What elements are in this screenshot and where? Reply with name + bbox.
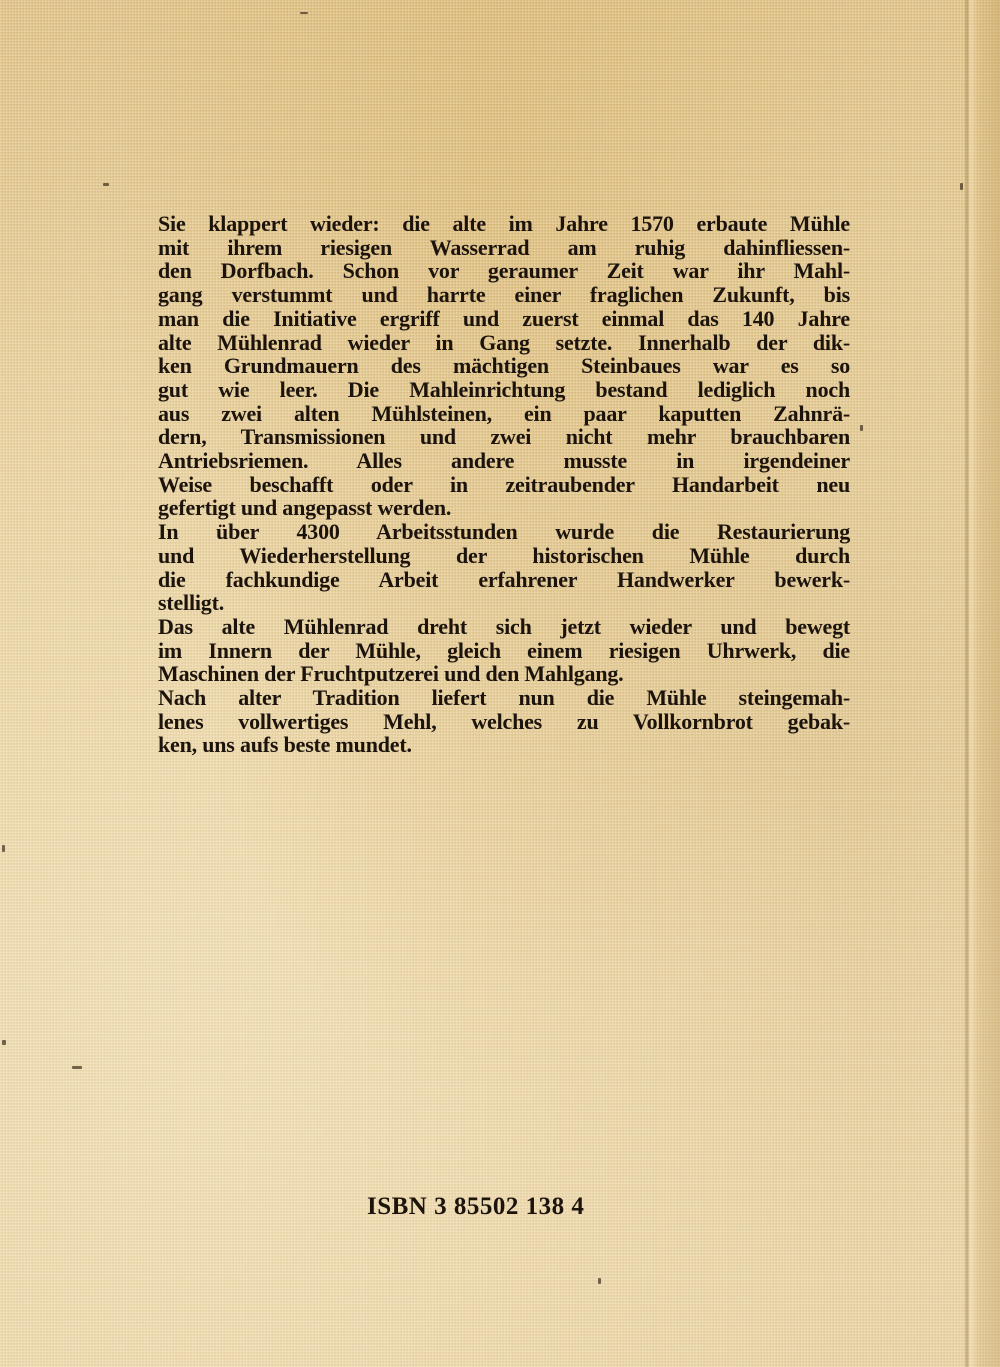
blurb-line: alte Mühlenrad wieder in Gang setzte. Innerhalb der dik- [158, 329, 850, 355]
blurb-line: aus zwei alten Mühlsteinen, ein paar kaputten Zahnrä- [158, 400, 850, 426]
blurb-line: lenes vollwertiges Mehl, welches zu Vollkornbrot gebak- [158, 708, 850, 734]
blurb-line: gang verstummt und harrte einer fraglichen Zukunft, bis [158, 282, 850, 308]
blurb-line: Weise beschafft oder in zeitraubender Handarbeit neu [158, 471, 850, 497]
blurb-line: ken Grundmauern des mächtigen Steinbaues war es so [158, 353, 850, 379]
blurb-line: gut wie leer. Die Mahleinrichtung bestand lediglich noch [158, 376, 850, 402]
blurb-line: dern, Transmissionen und zwei nicht mehr brauchbaren [158, 424, 850, 450]
blurb-line: man die Initiative ergriff und zuerst einmal das 140 Jahre [158, 305, 850, 331]
blurb-line: gefertigt und angepasst werden. [158, 495, 452, 521]
blurb-line: und Wiederherstellung der historischen Mühle durch [158, 542, 850, 568]
cloth-fleck [598, 1278, 601, 1284]
cloth-fleck [72, 1066, 82, 1069]
blurb-line: Sie klappert wieder: die alte im Jahre 1570 erbaute Mühle [158, 211, 850, 236]
cloth-fleck [960, 183, 963, 190]
blurb-line: Das alte Mühlenrad dreht sich jetzt wieder und bewegt [158, 613, 850, 639]
blurb-line: In über 4300 Arbeitsstunden wurde die Restaurierung [158, 519, 850, 545]
isbn-number: ISBN 3 85502 138 4 [367, 1193, 585, 1220]
cloth-fleck [860, 425, 863, 431]
blurb-line: die fachkundige Arbeit erfahrener Handwerker bewerk- [158, 566, 850, 592]
blurb-line: Nach alter Tradition liefert nun die Mühle steingemah- [158, 685, 850, 711]
blurb-line: Antriebsriemen. Alles andere musste in irgendeiner [158, 448, 850, 474]
blurb-line: im Innern der Mühle, gleich einem riesigen Uhrwerk, die [158, 637, 850, 663]
book-spine-edge [964, 0, 1000, 1367]
cloth-fleck [2, 845, 5, 852]
blurb-line: stelligt. [158, 590, 225, 616]
blurb-line: den Dorfbach. Schon vor geraumer Zeit war ihr Mahl- [158, 258, 850, 284]
cloth-fleck [2, 1040, 6, 1045]
blurb-line: ken, uns aufs beste mundet. [158, 732, 412, 758]
cloth-fleck [300, 12, 308, 14]
blurb-line: mit ihrem riesigen Wasserrad am ruhig dahinfliessen- [158, 234, 850, 260]
blurb-line: Maschinen der Fruchtputzerei und den Mahlgang. [158, 661, 624, 687]
cloth-fleck [103, 183, 109, 186]
back-cover-blurb [158, 212, 850, 757]
